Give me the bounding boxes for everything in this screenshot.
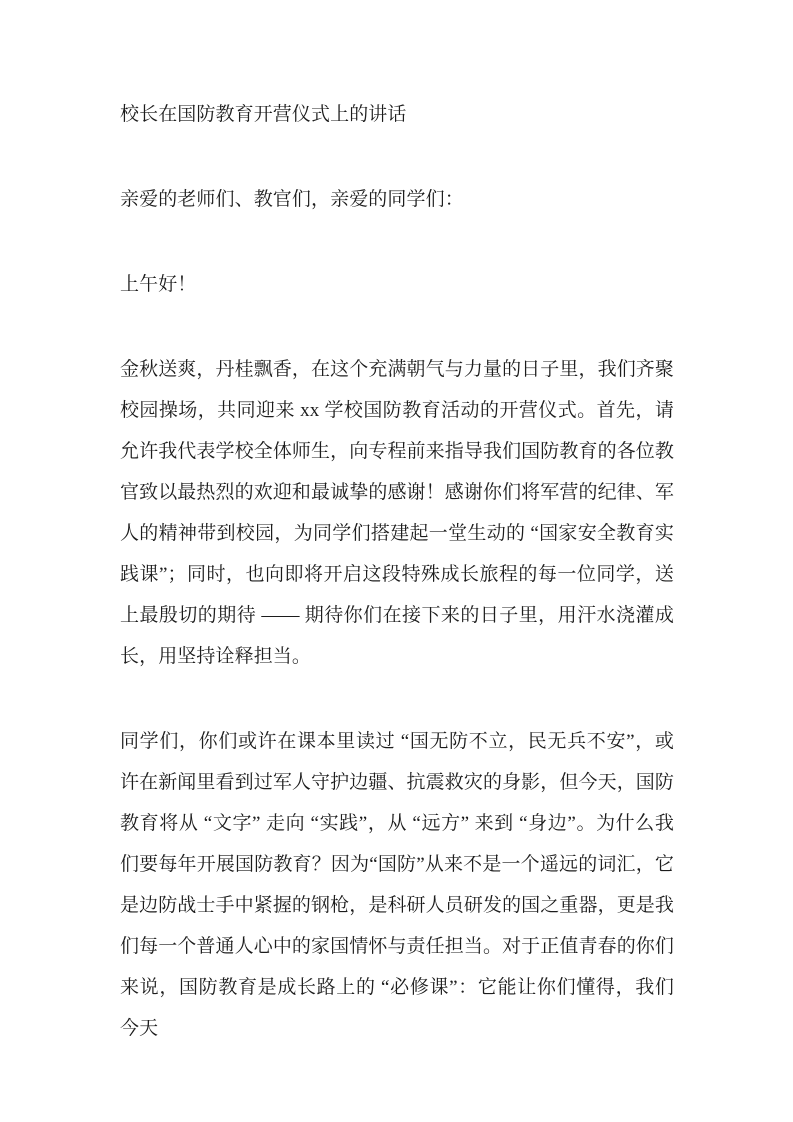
paragraph-body: 同学们，你们或许在课本里读过 “国无防不立，民无兵不安”，或许在新闻里看到过军人守护边疆、抗震救灾的身影，但今天，国防教育将从 “文字” 走向 “实践”，从 “远方” 来到 “身边”。为什么我们要每年开展国防教育？因为“国防”从来不是一个遥远的词汇，它是边防战士手中紧握的钢枪，是科研人员研发的国之重器，更是我们每一个普通人心中的家国情怀与责任担当。对于正值青春的你们来说，国防教育是成长路上的 “必修课”：它能让你们懂得，我们今天 (120, 731, 674, 1039)
document-title: 校长在国防教育开营仪式上的讲话 (120, 104, 407, 125)
paragraph-opening: 金秋送爽，丹桂飘香，在这个充满朝气与力量的日子里，我们齐聚校园操场，共同迎来 xx 学校国防教育活动的开营仪式。首先，请允许我代表学校全体师生，向专程前来指导我们国防教育的各位教官致以最热烈的欢迎和最诚挚的感谢！感谢你们将军营的纪律、军人的精神带到校园，为同学们搭建起一堂生动的 “国家安全教育实践课”；同时，也向即将开启这段特殊成长旅程的每一位同学，送上最殷切的期待 —— 期待你们在接下来的日子里，用汗水浇灌成长，用坚持诠释担当。 (120, 359, 674, 667)
greeting-line: 亲爱的老师们、教官们，亲爱的同学们： (120, 189, 464, 210)
salutation-line: 上午好！ (120, 274, 197, 295)
